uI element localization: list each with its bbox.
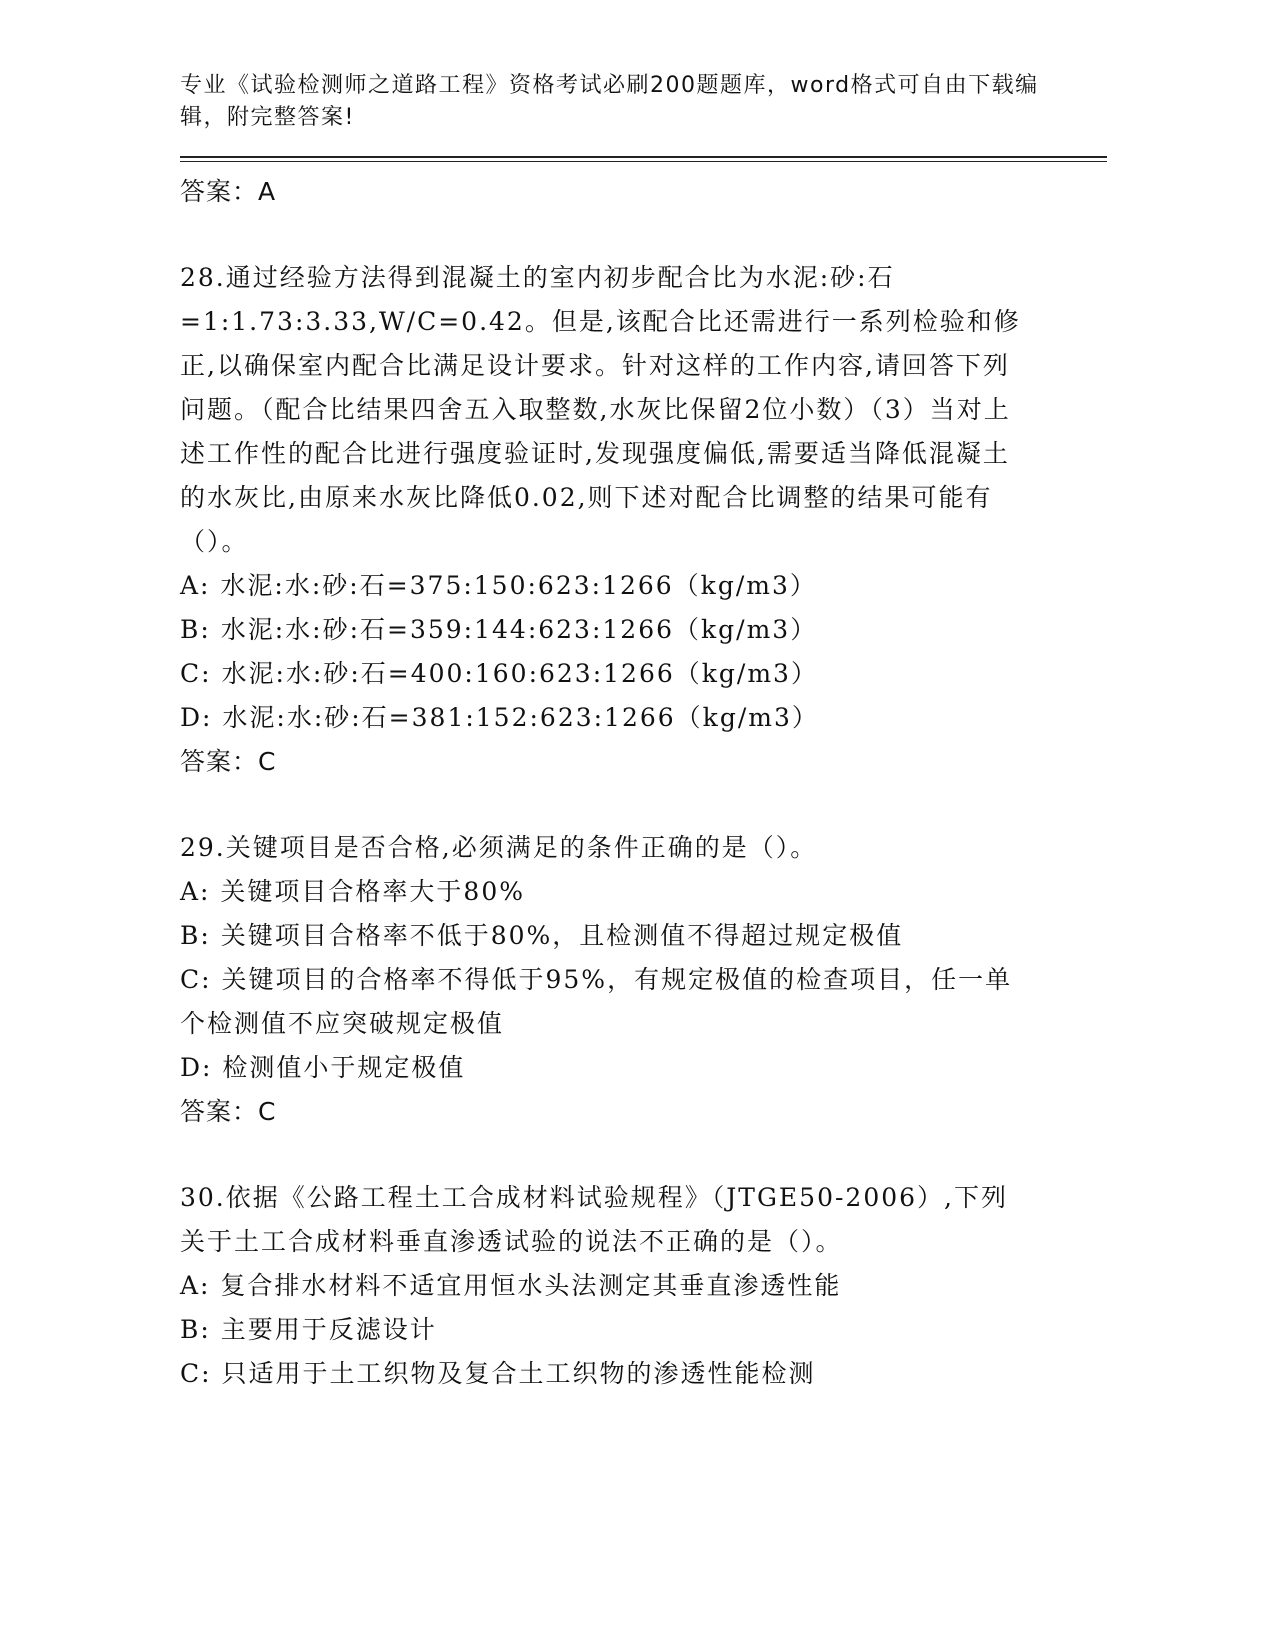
option-b: B: 主要用于反滤设计 bbox=[180, 1315, 437, 1344]
option-a: A: 关键项目合格率大于80% bbox=[180, 877, 525, 906]
document-header: 专业《试验检测师之道路工程》资格考试必刷200题题库，word格式可自由下载编辑，附完整答案! bbox=[180, 73, 1039, 130]
option-c: C: 水泥:水:砂:石=400:160:623:1266（kg/m3） bbox=[180, 659, 818, 688]
option-d: D: 检测值小于规定极值 bbox=[180, 1053, 466, 1082]
question-28 bbox=[180, 256, 1110, 784]
question-29 bbox=[180, 826, 1110, 1134]
option-c: C: 只适用于土工织物及复合土工织物的渗透性能检测 bbox=[180, 1359, 816, 1388]
option-a: A: 复合排水材料不适宜用恒水头法测定其垂直渗透性能 bbox=[180, 1271, 842, 1300]
question-stem: 30.依据《公路工程土工合成材料试验规程》（JTGE50-2006）,下列关于土工合成材料垂直渗透试验的说法不正确的是（）。 bbox=[180, 1183, 1009, 1256]
question-stem: 29.关键项目是否合格,必须满足的条件正确的是（）。 bbox=[180, 833, 818, 862]
question-answer: 答案：C bbox=[180, 1097, 277, 1126]
question-30 bbox=[180, 1176, 1110, 1396]
option-b: B: 关键项目合格率不低于80%，且检测值不得超过规定极值 bbox=[180, 921, 904, 950]
option-a: A: 水泥:水:砂:石=375:150:623:1266（kg/m3） bbox=[180, 571, 817, 600]
option-d: D: 水泥:水:砂:石=381:152:623:1266（kg/m3） bbox=[180, 703, 819, 732]
question-stem: 28.通过经验方法得到混凝土的室内初步配合比为水泥:砂:石=1:1.73:3.33,W/C=0.42。但是,该配合比还需进行一系列检验和修正,以确保室内配合比满足设计要求。针对这样的工作内容,请回答下列问题。（配合比结果四舍五入取整数,水灰比保留2位小数）（3）当对上述工作性的配合比进行强度验证时,发现强度偏低,需要适当降低混凝土的水灰比,由原来水灰比降低0.02,则下述对配合比调整的结果可能有（）。 bbox=[180, 263, 1021, 556]
option-c: C: 关键项目的合格率不得低于95%，有规定极值的检查项目，任一单个检测值不应突破规定极值 bbox=[180, 965, 1013, 1038]
option-b: B: 水泥:水:砂:石=359:144:623:1266（kg/m3） bbox=[180, 615, 818, 644]
question-answer: 答案：C bbox=[180, 747, 277, 776]
header-divider bbox=[180, 156, 1107, 162]
previous-answer: 答案：A bbox=[180, 177, 277, 206]
document-page bbox=[180, 70, 1110, 1396]
